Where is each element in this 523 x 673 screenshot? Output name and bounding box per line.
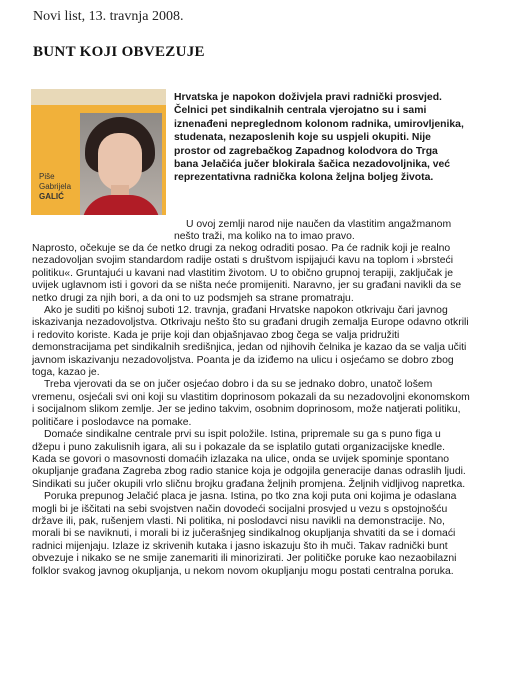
byline-surname: GALIĆ: [39, 192, 64, 201]
photo-shirt: [82, 195, 160, 215]
paragraph-2: Ako je suditi po kišnoj suboti 12. travnja, građani Hrvatske napokon otkrivaju čari javnog iskazivanja nezadovoljstva. Otkrivaju nešto što su građani drugih zemalja Europe odavno otkrili i redovito koriste. Kada je prije koji dan objašnjavao zbog čega se valja pridružiti demonstracijama pet sindikalnih središnjica, jedan od njihovih čelnika je kazao da se valja učiti javnom iskazivanju nezadovoljstva. Poanta je da iziđemo na ulicu i osjećamo se dobro zbog toga, kazao je.: [32, 305, 469, 379]
photo-face: [98, 133, 142, 191]
article-body: [32, 243, 470, 578]
author-photo: [80, 113, 162, 215]
dateline: Novi list, 13. travnja 2008.: [33, 9, 184, 24]
byline-label: Piše: [39, 172, 55, 181]
paragraph-5: Poruka prepunog Jelačić placa je jasna. Istina, po tko zna koji puta oni kojima je odaslana mogli bi je iščitati na sebi svojstven način dovodeći socijalni prosvjed u vezu s opstojnošću države ili, pak, rušenjem vlasti. Ni politika, ni poslodavci nisu navikli na demonstracije. No, morali bi se naviknuti, i morali bi iz jučerašnjeg sindikalnog okupljanja shvatiti da se i domaći radnici mijenjaju. Izlaze iz skrivenih kutaka i jasno iskazuju što ih muči. Takav radnički bunt obvezuje i nikako se ne smije zanemariti ili minorizirati. Jer političke poruke kao nezaobilazni folklor svakog javnog okupljanja, u nekom novom okupljanju mogu postati centralna poruka.: [32, 491, 457, 577]
photo-top-stripe: [31, 89, 166, 105]
author-byline: [39, 172, 83, 202]
paragraph-4: Domaće sindikalne centrale prvi su ispit položile. Istina, pripremale su ga s puno figa u džepu i puno zakulisnih igara, ali su i pokazale da se isplatilo gutati organizacijske knedle. Kada se govori o masovnosti domaćih izlazaka na ulice, onda se uvijek spominje spontano okupljanje građana Zagreba zbog radio stanice koja je odgojila generacije danas odraslih ljudi. Sindikati su jučer okupili vrlo sličnu brojku građana željnih promjena. Željnih vidljivog napretka.: [32, 429, 466, 490]
first-paragraph-start: [174, 219, 470, 244]
paragraph-3: Treba vjerovati da se on jučer osjećao dobro i da su se jednako dobro, unatoč lošem vremenu, osjećali svi oni koji su vlastitim doprinosom pokazali da su nezadovoljni ekonomskom i socijalnom slikom zemlje. Jer se jedino takvim, osobnim doprinosom, može natjerati politiku, političare i poslodavce na pomake.: [32, 379, 470, 428]
paragraph-1-part-b: Naprosto, očekuje se da će netko drugi za nekog odraditi posao. Pa će radnik koji je realno nezadovoljan svojim standardom radije ostati s društvom ispijajući kavu na toplom i »brsteći politiku«. Gruntajući u kavani nad vlastitim životom. U to običnо grupnoj terapiji, zaključak je uvijek uglavnom isti i govori da se ništa neće promijeniti. Naravno, jer su građani navikli da se netko drugi za njih bori, a da oni to uz podsmjeh sa strane promatraju.: [32, 243, 462, 304]
byline-first-name: Gabrijela: [39, 182, 72, 191]
article-headline: BUNT KOJI OBVEZUJE: [33, 44, 205, 60]
author-photo-box: [31, 89, 166, 215]
article-lead: Hrvatska je napokon doživjela pravi radnički prosvjed. Čelnici pet sindikalnih centrala vjerojatno su i sami iznenađeni nepreglednom kolonom radnika, umirovljenika, studenata, nezaposlenih koje su uspjeli okupiti. Nije prostor od zagrebačkog Zapadnog kolodvora do Trga bana Jelačića jučer blokirala šačica nezadovoljnika, već reprezentativna radnička kolona željna boljeg života.: [174, 92, 464, 184]
paragraph-1-part-a: U ovoj zemlji narod nije naučen da vlastitim angažmanom nešto traži, ma koliko na to imao pravo.: [174, 219, 452, 243]
